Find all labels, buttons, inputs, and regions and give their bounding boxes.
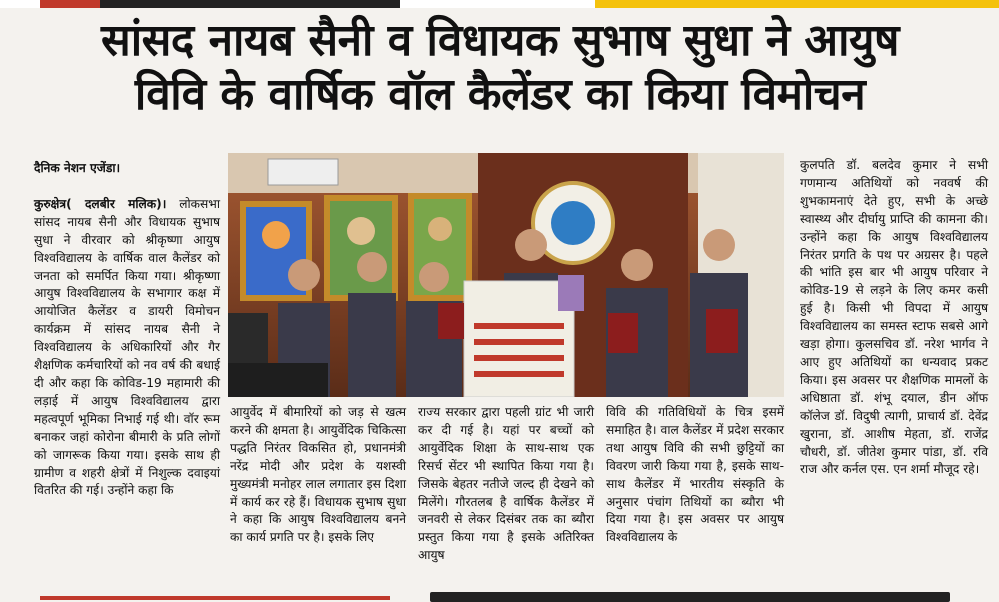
- column-2-text: आयुर्वेद में बीमारियों को जड़ से खत्म करने की क्षमता है। आयुर्वेदिक चिकित्सा पद्धति निरंतर विकसित हो, प्रधानमंत्री नरेंद्र मोदी और प्रदेश के यशस्वी मुख्यमंत्री मनोहर लाल लगातार इस दिशा में कार्य कर रहे हैं। विधायक सुभाष सुधा ने कहा कि आयुष विश्वविद्यालय बनने का कार्य प्रगति पर है। इसके लिए: [230, 405, 406, 545]
- article-column-3: [418, 404, 594, 565]
- column-3-text: राज्य सरकार द्वारा पहली ग्रांट भी जारी कर दी गई है। यहां पर बच्चों को आयुर्वेदिक शिक्षा के साथ-साथ एक रिसर्च सेंटर भी स्थापित किया गया है। जिसके बेहतर नतीजे जल्द ही देखने को मिलेंगे। गौरतलब है वार्षिक कैलेंडर में जनवरी से लेकर दिसंबर तक का ब्यौरा प्रस्तुत किया गया है इसके अतिरिक्त आयुष: [418, 405, 594, 563]
- top-yellow-strip: [595, 0, 999, 8]
- column-4-text: विवि की गतिविधियों के चित्र इसमें समाहित है। वाल कैलेंडर में प्रदेश सरकार तथा आयुष विवि की सभी छुट्टियों का विवरण जारी किया गया है, इसके साथ-साथ कैलेंडर में भारतीय संस्कृति के अनुसार पंचांग तिथियों का ब्यौरा भी दिया गया है। इस अवसर पर आयुष विश्वविद्यालय के: [606, 405, 784, 545]
- headline: [20, 14, 980, 122]
- article-paragraph-1: [34, 196, 220, 500]
- bottom-bar: [0, 592, 999, 602]
- byline: कुरुक्षेत्र( दलबीर मलिक)।: [34, 196, 167, 211]
- article-column-2: [230, 404, 406, 547]
- top-dark-strip: [100, 0, 400, 8]
- bottom-red-line: [40, 596, 390, 600]
- column-5-text: कुलपति डॉ. बलदेव कुमार ने सभी गणमान्य अतिथियों को नववर्ष की शुभकामनाएं देते हुए, सभी के अच्छे स्वास्थ्य और दीर्घायु प्राप्ति की कामना की। उन्होंने कहा कि आयुष विश्वविद्यालय निरंतर प्रगति के पथ पर अग्रसर है। पहले की भांति इस बार भी आयुष परिवार ने कोविड-19 से लड़ने के लिए कमर कसी हुई है। किसी भी विपदा में आयुष विश्वविद्यालय का समस्त स्टाफ सबसे आगे खड़ा होगा। कुलसचिव डॉ. नरेश भार्गव ने आए हुए अतिथियों का धन्यवाद प्रकट किया। इस अवसर पर शैक्षणिक मामलों के अधिष्ठाता डॉ. शंभू दयाल, डीन ऑफ कॉलेज डॉ. विदुषी त्यागी, प्राचार्य डॉ. देवेंद्र खुराना, डॉ. आशीष मेहता, डॉ. राजेंद्र चौधरी, डॉ. जीतेश कुमार पांडा, डॉ. रवि राज और कर्नल एस. एन शर्मा मौजूद रहे।: [800, 158, 988, 477]
- article-column-4: [606, 404, 784, 547]
- newspaper-source: दैनिक नेशन एजेंडा।: [34, 161, 121, 175]
- column-1-text: लोकसभा सांसद नायब सैनी और विधायक सुभाष सुधा ने वीरवार को श्रीकृष्णा आयुष विश्वविद्यालय के वार्षिक वाल कैलेंडर को जनता को समर्पित किया गया। श्रीकृष्णा आयुष विश्वविद्यालय के सभागार कक्ष में आयोजित कैलेंडर व डायरी विमोचन कार्यक्रम में सांसद नायब सैनी ने विश्वविद्यालय के अधिकारियों और गैर शैक्षणिक कर्मचारियों को नव वर्ष की बधाई दी और कहा कि कोविड-19 महामारी की लड़ाई में आयुष विश्वविद्यालय द्वारा महत्वपूर्ण भूमिका निभाई गई थी। वॉर रूम बनाकर जहां कोरोना बीमारी के प्रति लोगों को जागरूक किया गया। इसके साथ ही ग्रामीण व शहरी क्षेत्रों में निशुल्क दवाइयां वितरित की गई। उन्होंने कहा कि: [34, 196, 220, 498]
- article-column-5: [800, 157, 988, 479]
- top-red-strip: [40, 0, 100, 8]
- headline-line-1: सांसद नायब सैनी व विधायक सुभाष सुधा ने आयुष: [101, 15, 899, 66]
- next-headline-cutoff: [430, 592, 950, 602]
- event-photo-illustration: [228, 153, 784, 397]
- event-photo: [228, 153, 784, 397]
- article-column-1: [34, 160, 220, 500]
- top-color-bar: [0, 0, 999, 8]
- headline-line-2: विवि के वार्षिक वॉल कैलेंडर का किया विमोचन: [134, 69, 866, 120]
